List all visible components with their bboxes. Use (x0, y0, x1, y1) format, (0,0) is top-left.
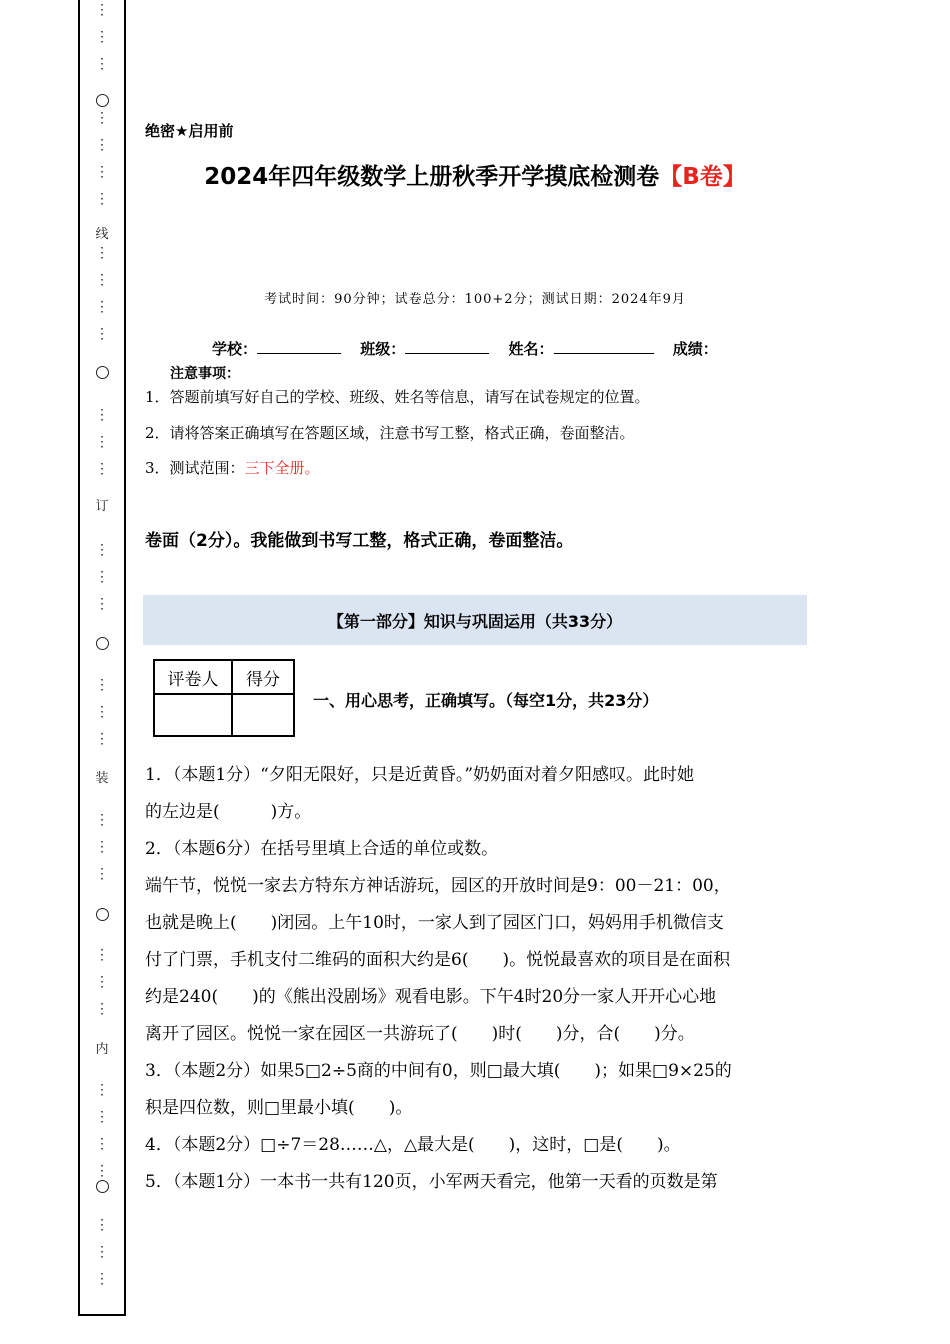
class-label: 班级： (360, 340, 406, 358)
question-2-line-3: 也就是晚上( )闭园。上午10时，一家人到了园区门口，妈妈用手机微信支 (145, 913, 724, 933)
binding-label-install: 装 (95, 771, 109, 786)
page-title (0, 158, 950, 191)
binding-dots: ⋮ (95, 704, 109, 720)
binding-dots: ⋮ (95, 542, 109, 558)
confidential-label: 绝密★启用前 (145, 122, 234, 140)
binding-dots: ⋮ (95, 461, 109, 477)
question-4-line-1: 4．（本题2分）□÷7＝28……△，△最大是( )，这时，□是( )。 (145, 1135, 681, 1155)
binding-dots: ⋮ (95, 245, 109, 261)
binding-dots: ⋮ (95, 839, 109, 855)
binding-dots: ⋮ (95, 110, 109, 126)
question-1-line-1: 1．（本题1分）“夕阳无限好，只是近黄昏。”奶奶面对着夕阳感叹。此时她 (145, 765, 695, 785)
class-blank[interactable] (405, 339, 489, 354)
binding-dots: ⋮ (95, 1136, 109, 1152)
binding-dots: ⋮ (95, 677, 109, 693)
binding-label-bind: 订 (95, 499, 109, 514)
question-1-line-2: 的左边是( )方。 (145, 802, 312, 822)
name-label: 姓名： (508, 340, 554, 358)
binding-dots: ⋮ (95, 947, 109, 963)
question-2-line-4: 付了门票，手机支付二维码的面积大约是6( )。悦悦最喜欢的项目是在面积 (145, 950, 731, 970)
binding-dots: ⋮ (95, 1109, 109, 1125)
binding-dots: ⋮ (95, 29, 109, 45)
binding-dots: ⋮ (95, 2, 109, 18)
binding-label-line: 线 (95, 227, 109, 242)
binding-dots: ⋮ (95, 56, 109, 72)
binding-dots: ⋮ (95, 812, 109, 828)
binding-circle-icon (80, 366, 124, 379)
score-header: 得分 (232, 660, 294, 694)
question-2-line-6: 离开了园区。悦悦一家在园区一共游玩了( )时( )分，合( )分。 (145, 1024, 695, 1044)
binding-dots: ⋮ (95, 434, 109, 450)
name-blank[interactable] (554, 339, 654, 354)
title-main: 2024年四年级数学上册秋季开学摸底检测卷 (204, 164, 660, 190)
notice-title: 注意事项： (170, 366, 240, 382)
binding-dots: ⋮ (95, 1082, 109, 1098)
section-header (143, 595, 807, 645)
binding-dots: ⋮ (95, 596, 109, 612)
question-3-line-2: 积是四位数，则□里最小填( )。 (145, 1098, 413, 1118)
binding-dots: ⋮ (95, 974, 109, 990)
binding-dots: ⋮ (95, 1001, 109, 1017)
binding-circle-icon (80, 1180, 124, 1193)
score-cell[interactable] (232, 694, 294, 736)
question-5-line-1: 5．（本题1分）一本书一共有120页，小军两天看完，他第一天看的页数是第 (145, 1172, 718, 1192)
binding-label-inner: 内 (95, 1042, 109, 1057)
section-title: 【第一部分】知识与巩固运用（共33分） (327, 611, 623, 631)
notice-item-3 (145, 457, 320, 478)
binding-dots: ⋮ (95, 326, 109, 342)
question-group-heading: 一、用心思考，正确填写。（每空1分，共23分） (313, 691, 659, 710)
exam-meta: 考试时间：90分钟；试卷总分：100+2分；测试日期：2024年9月 (264, 292, 686, 307)
binding-dots: ⋮ (95, 731, 109, 747)
binding-dots: ⋮ (95, 1217, 109, 1233)
school-label: 学校： (212, 340, 258, 358)
binding-dots: ⋮ (95, 272, 109, 288)
binding-dots: ⋮ (95, 1244, 109, 1260)
question-3-line-1: 3．（本题2分）如果5□2÷5商的中间有0，则□最大填( )；如果□9×25的 (145, 1061, 732, 1081)
binding-dots: ⋮ (95, 1271, 109, 1287)
neatness-note: 卷面（2分）。我能做到书写工整，格式正确，卷面整洁。 (145, 531, 574, 551)
score-table (153, 659, 295, 737)
binding-circle-icon (80, 94, 124, 107)
grader-cell[interactable] (154, 694, 232, 736)
binding-circle-icon (80, 908, 124, 921)
binding-circle-icon (80, 637, 124, 650)
question-2-line-5: 约是240( )的《熊出没剧场》观看电影。下午4时20分一家人开开心心地 (145, 987, 717, 1007)
school-blank[interactable] (257, 339, 341, 354)
test-scope: 三下全册。 (244, 459, 320, 477)
binding-dots: ⋮ (95, 164, 109, 180)
notice-item-2: 2．请将答案正确填写在答题区域，注意书写工整，格式正确，卷面整洁。 (145, 424, 635, 442)
question-2-line-1: 2．（本题6分）在括号里填上合适的单位或数。 (145, 839, 499, 859)
binding-dots: ⋮ (95, 137, 109, 153)
notice-item-1: 1．答题前填写好自己的学校、班级、姓名等信息，请写在试卷规定的位置。 (145, 388, 650, 406)
student-info-fields (212, 338, 718, 359)
notice-item-3-prefix: 3．测试范围： (145, 459, 245, 477)
grader-header: 评卷人 (154, 660, 232, 694)
question-2-line-2: 端午节，悦悦一家去方特东方神话游玩，园区的开放时间是9：00－21：00， (145, 876, 731, 896)
binding-dots: ⋮ (95, 866, 109, 882)
binding-dots: ⋮ (95, 191, 109, 207)
score-label: 成绩： (672, 340, 718, 358)
binding-dots: ⋮ (95, 569, 109, 585)
binding-dots: ⋮ (95, 299, 109, 315)
binding-margin (78, 0, 126, 1316)
binding-dots: ⋮ (95, 1163, 109, 1179)
title-tag: 【B卷】 (659, 164, 746, 190)
binding-dots: ⋮ (95, 407, 109, 423)
